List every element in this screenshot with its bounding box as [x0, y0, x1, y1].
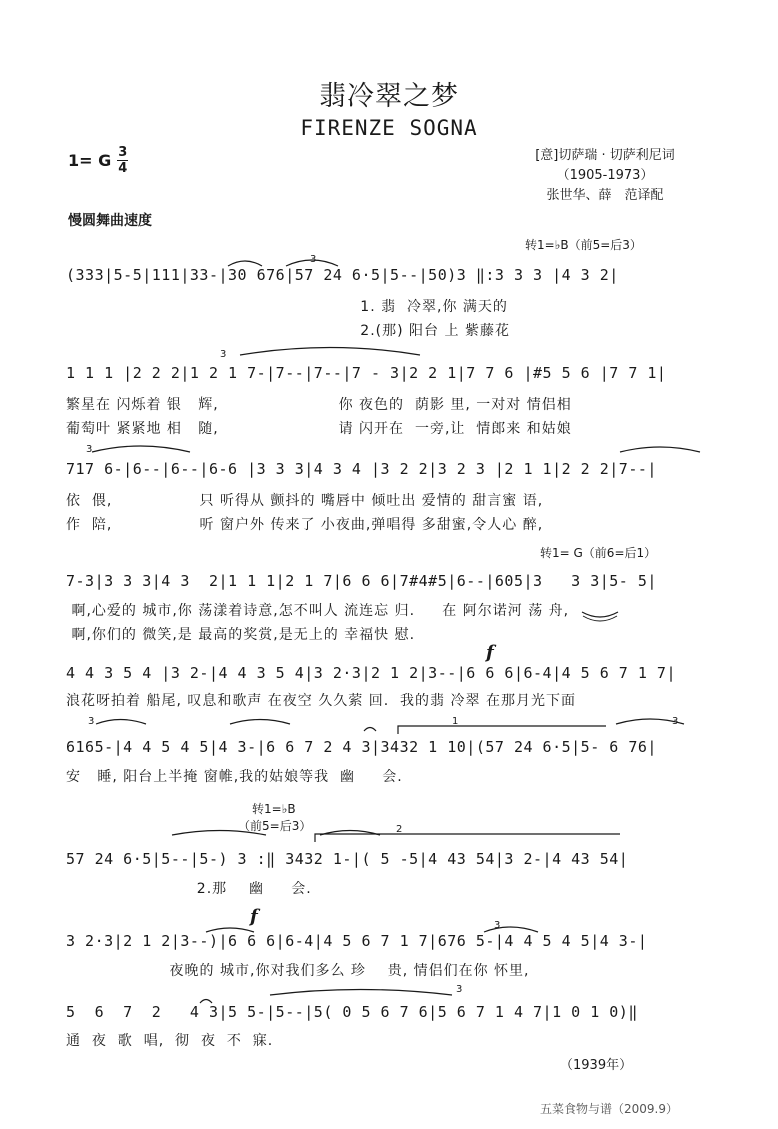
svg-text:3: 3 [88, 716, 95, 727]
notation-line-8: 3 2·3|2 1 2|3--)|6 6 6|6-4|4 5 6 7 1 7|676 5-|4 4 5 4 5|4 3-| [66, 932, 648, 950]
translator-credit: 张世华、薛 范译配 [546, 188, 664, 203]
song-title-chinese: 翡冷翠之梦 [319, 81, 459, 112]
volta-1-label: 1 [452, 716, 459, 727]
time-signature-top: 3 [118, 145, 128, 160]
lyric-line-9: 通 夜 歌 唱, 彻 夜 不 寐. [66, 1033, 274, 1049]
notation-line-7: 57 24 6·5|5--|5-) 3 :‖ 3432 1-|( 5 -5|4 43 54|3 2-|4 43 54| [66, 850, 629, 868]
svg-text:3: 3 [672, 716, 679, 727]
lyric-line-1-verse-1: 1. 翡 冷翠,你 满天的 [66, 299, 508, 315]
modulation-marking-3-relation: （前5=后3） [238, 819, 312, 833]
notation-line-3: 717 6-|6--|6--|6-6 |3 3 3|4 3 4 |3 2 2|3 2 3 |2 1 1|2 2 2|7--| [66, 460, 657, 478]
notation-line-6: 6165-|4 4 5 4 5|4 3-|6 6 7 2 4 3|3432 1 10|(57 24 6·5|5- 6 76| [66, 738, 657, 756]
svg-text:3: 3 [310, 254, 317, 265]
modulation-marking-3-key: 转1=♭B [252, 802, 296, 816]
song-title-english: FIRENZE SOGNA [300, 116, 478, 140]
notation-line-5: 4 4 3 5 4 |3 2-|4 4 3 5 4|3 2·3|2 1 2|3--|6 6 6|6-4|4 5 6 7 1 7| [66, 664, 676, 682]
credits [490, 146, 720, 206]
lyric-line-2-verse-1: 繁星在 闪烁着 银 辉, 你 夜色的 荫影 里, 一对对 情侣相 [66, 397, 572, 413]
lyric-line-6: 安 睡, 阳台上半掩 窗帷,我的姑娘等我 幽 会. [66, 769, 403, 785]
lyric-line-4-verse-2: 啊,你们的 微笑,是 最高的奖赏,是无上的 幸福快 慰. [66, 627, 416, 643]
lyricist-years: （1905-1973） [556, 168, 654, 183]
tempo-marking: 慢圆舞曲速度 [68, 213, 152, 229]
lyric-line-5: 浪花呀拍着 船尾, 叹息和歌声 在夜空 久久萦 回. 我的翡 冷翠 在那月光下面 [66, 693, 576, 709]
modulation-marking-1: 转1=♭B（前5=后3） [525, 238, 642, 252]
lyric-line-1-verse-2: 2.(那) 阳台 上 紫藤花 [66, 323, 510, 339]
notation-line-2: 1 1 1 |2 2 2|1 2 1 7-|7--|7--|7 - 3|2 2 1|7 7 6 |#5 5 6 |7 7 1| [66, 364, 667, 382]
svg-text:3: 3 [86, 444, 93, 455]
notation-line-1: (333|5-5|111|33-|30 676|57 24 6·5|5--|50)3 ‖:3 3 3 |4 3 2| [66, 266, 619, 284]
lyric-line-3-verse-2: 作 陪, 听 窗户外 传来了 小夜曲,弹唱得 多甜蜜,令人心 醉, [66, 517, 544, 533]
lyric-line-8: 夜晚的 城市,你对我们多么 珍 贵, 情侣们在你 怀里, [66, 963, 530, 979]
notation-line-9: 5 6 7 2 4 3|5 5-|5--|5( 0 5 6 7 6|5 6 7 1 4 7|1 0 1 0)‖ [66, 1003, 638, 1021]
time-signature-bottom: 4 [118, 161, 128, 176]
key-and-time-signature [68, 146, 128, 175]
volta-2-label: 2 [396, 824, 403, 835]
lyricist-credit: [意]切萨瑞 · 切萨利尼词 [535, 148, 675, 163]
modulation-marking-2: 转1= G（前6=后1） [540, 546, 657, 560]
time-signature [117, 146, 128, 175]
key-signature: 1= G [68, 151, 112, 170]
lyric-line-7: 2.那 幽 会. [66, 881, 312, 897]
composition-date: （1939年） [560, 1058, 633, 1073]
svg-text:3: 3 [220, 349, 227, 360]
dynamic-forte-2: f [250, 906, 258, 927]
lyric-line-3-verse-1: 依 偎, 只 听得从 颤抖的 嘴唇中 倾吐出 爱情的 甜言蜜 语, [66, 493, 544, 509]
lyric-line-2-verse-2: 葡萄叶 紧紧地 相 随, 请 闪开在 一旁,让 情郎来 和姑娘 [66, 421, 572, 437]
svg-text:3: 3 [494, 920, 501, 931]
dynamic-forte-1: f [486, 642, 494, 663]
transcriber-footer: 五菜食物与谱（2009.9） [540, 1102, 678, 1116]
lyric-line-4-verse-1: 啊,心爱的 城市,你 荡漾着诗意,怎不叫人 流连忘 归. 在 阿尔诺河 荡 舟, [66, 603, 570, 619]
svg-text:3: 3 [456, 984, 463, 995]
notation-line-4: 7-3|3 3 3|4 3 2|1 1 1|2 1 7|6 6 6|7#4#5|6--|605|3 3 3|5- 5| [66, 572, 657, 590]
